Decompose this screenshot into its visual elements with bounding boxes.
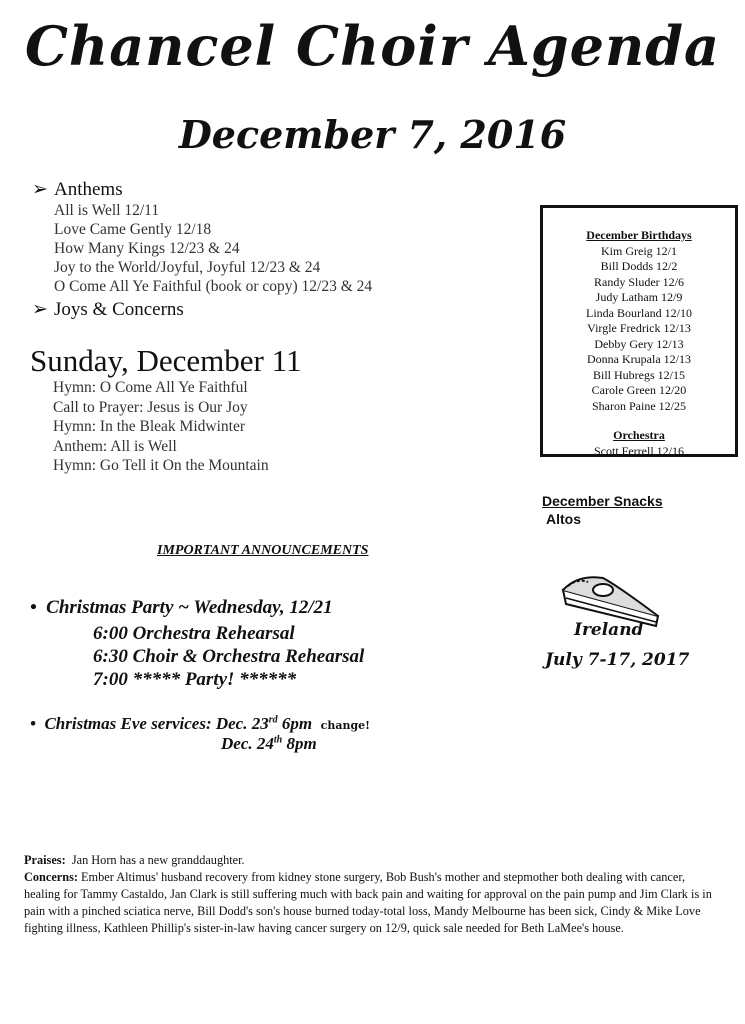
- party-announcement: [30, 597, 333, 619]
- list-item: Linda Bourland 12/10: [586, 305, 692, 320]
- party-title: Christmas Party ~ Wednesday, 12/21: [46, 597, 333, 618]
- page-title: Chancel Choir Agenda: [24, 14, 721, 78]
- birthdays-heading: December Birthdays: [586, 228, 692, 242]
- concerns-label: Concerns:: [24, 870, 78, 884]
- praises-label: Praises:: [24, 853, 66, 867]
- trip-dates: July 7-17, 2017: [545, 650, 690, 670]
- eve-sup2: th: [273, 734, 283, 746]
- arrow-bullet-icon: ➢: [32, 179, 48, 200]
- arrow-bullet-icon: ➢: [32, 299, 48, 320]
- sunday-list: [53, 378, 269, 476]
- praises-concerns: [24, 852, 714, 937]
- list-item: O Come All Ye Faithful (book or copy) 12/23 & 24: [54, 278, 373, 295]
- bullet-icon: •: [30, 714, 45, 733]
- list-item: Bill Dodds 12/2: [600, 259, 678, 273]
- list-item: Judy Latham 12/9: [595, 290, 683, 304]
- christmas-eve-announcement: [30, 714, 370, 734]
- list-item: Joy to the World/Joyful, Joyful 12/23 & 24: [54, 259, 321, 276]
- list-item: 6:30 Choir & Orchestra Rehearsal: [93, 646, 365, 667]
- birthdays-box: [540, 205, 738, 457]
- eve-time: 6pm: [277, 714, 313, 733]
- list-item: Debby Gery 12/13: [594, 336, 684, 351]
- eve-sup: rd: [268, 714, 278, 726]
- concerns: [24, 869, 714, 937]
- snacks-group: Altos: [546, 511, 581, 527]
- snacks-heading: December Snacks: [542, 493, 663, 509]
- list-item: All is Well 12/11: [54, 202, 160, 219]
- list-item: Hymn: In the Bleak Midwinter: [53, 418, 245, 435]
- trip-place: Ireland: [574, 620, 644, 640]
- orchestra-heading: Orchestra: [613, 428, 665, 442]
- list-item: Randy Sluder 12/6: [594, 274, 684, 289]
- eve-label: Christmas Eve services: Dec. 23: [44, 714, 269, 733]
- announcements-heading: IMPORTANT ANNOUNCEMENTS: [157, 543, 369, 558]
- concerns-text: Ember Altimus' husband recovery from kidney stone surgery, Bob Bush's mother and stepmother both dealing with cancer, healing for Tammy Castaldo, Jan Clark is still suffering much with back pain and waiting for approval on the pain pump and Jim Clark is in pain with a pinched sciatica nerve, Bill Dodd's son's house burned today-total loss, Mandy Melbourne has been sick, Cindy & Mike Love fighting illness, Kathleen Phillip's sister-in-law having cancer surgery on 12/9, quick sale needed for Beth LaMee's house.: [24, 870, 712, 935]
- list-item: Carole Green 12/20: [591, 383, 687, 397]
- list-item: Sharon Paine 12/25: [592, 398, 686, 413]
- list-item: Hymn: Go Tell it On the Mountain: [53, 457, 269, 474]
- christmas-eve-second: [221, 734, 317, 754]
- list-item: Donna Krupala 12/13: [587, 352, 691, 366]
- joys-heading: [32, 298, 184, 321]
- agenda-date: December 7, 2016: [178, 112, 567, 157]
- list-item: Kim Greig 12/1: [601, 243, 677, 258]
- list-item: Call to Prayer: Jesus is Our Joy: [53, 398, 248, 416]
- list-item: Hymn: O Come All Ye Faithful: [53, 379, 248, 396]
- joys-label: Joys & Concerns: [54, 299, 184, 320]
- list-item: Anthem: All is Well: [53, 437, 177, 455]
- bullet-icon: •: [30, 597, 47, 618]
- list-item: How Many Kings 12/23 & 24: [54, 240, 240, 257]
- praises-text: Jan Horn has a new granddaughter.: [65, 853, 245, 867]
- list-item: Love Came Gently 12/18: [54, 221, 212, 238]
- anthems-list: [54, 201, 372, 296]
- change-note: change!: [320, 719, 370, 732]
- eve-time2: 8pm: [282, 734, 317, 753]
- list-item: Virgle Fredrick 12/13: [587, 321, 691, 335]
- party-schedule: [93, 622, 364, 691]
- praises: [24, 852, 714, 869]
- list-item: Scott Ferrell 12/16: [594, 443, 684, 458]
- anthems-label: Anthems: [54, 179, 123, 200]
- list-item: Bill Hubregs 12/15: [593, 367, 685, 382]
- anthems-heading: [32, 178, 123, 201]
- sunday-heading: Sunday, December 11: [30, 343, 302, 378]
- eve-date2: Dec. 24: [221, 734, 274, 753]
- list-item: 6:00 Orchestra Rehearsal: [93, 623, 295, 644]
- list-item: 7:00 ***** Party! ******: [93, 669, 297, 690]
